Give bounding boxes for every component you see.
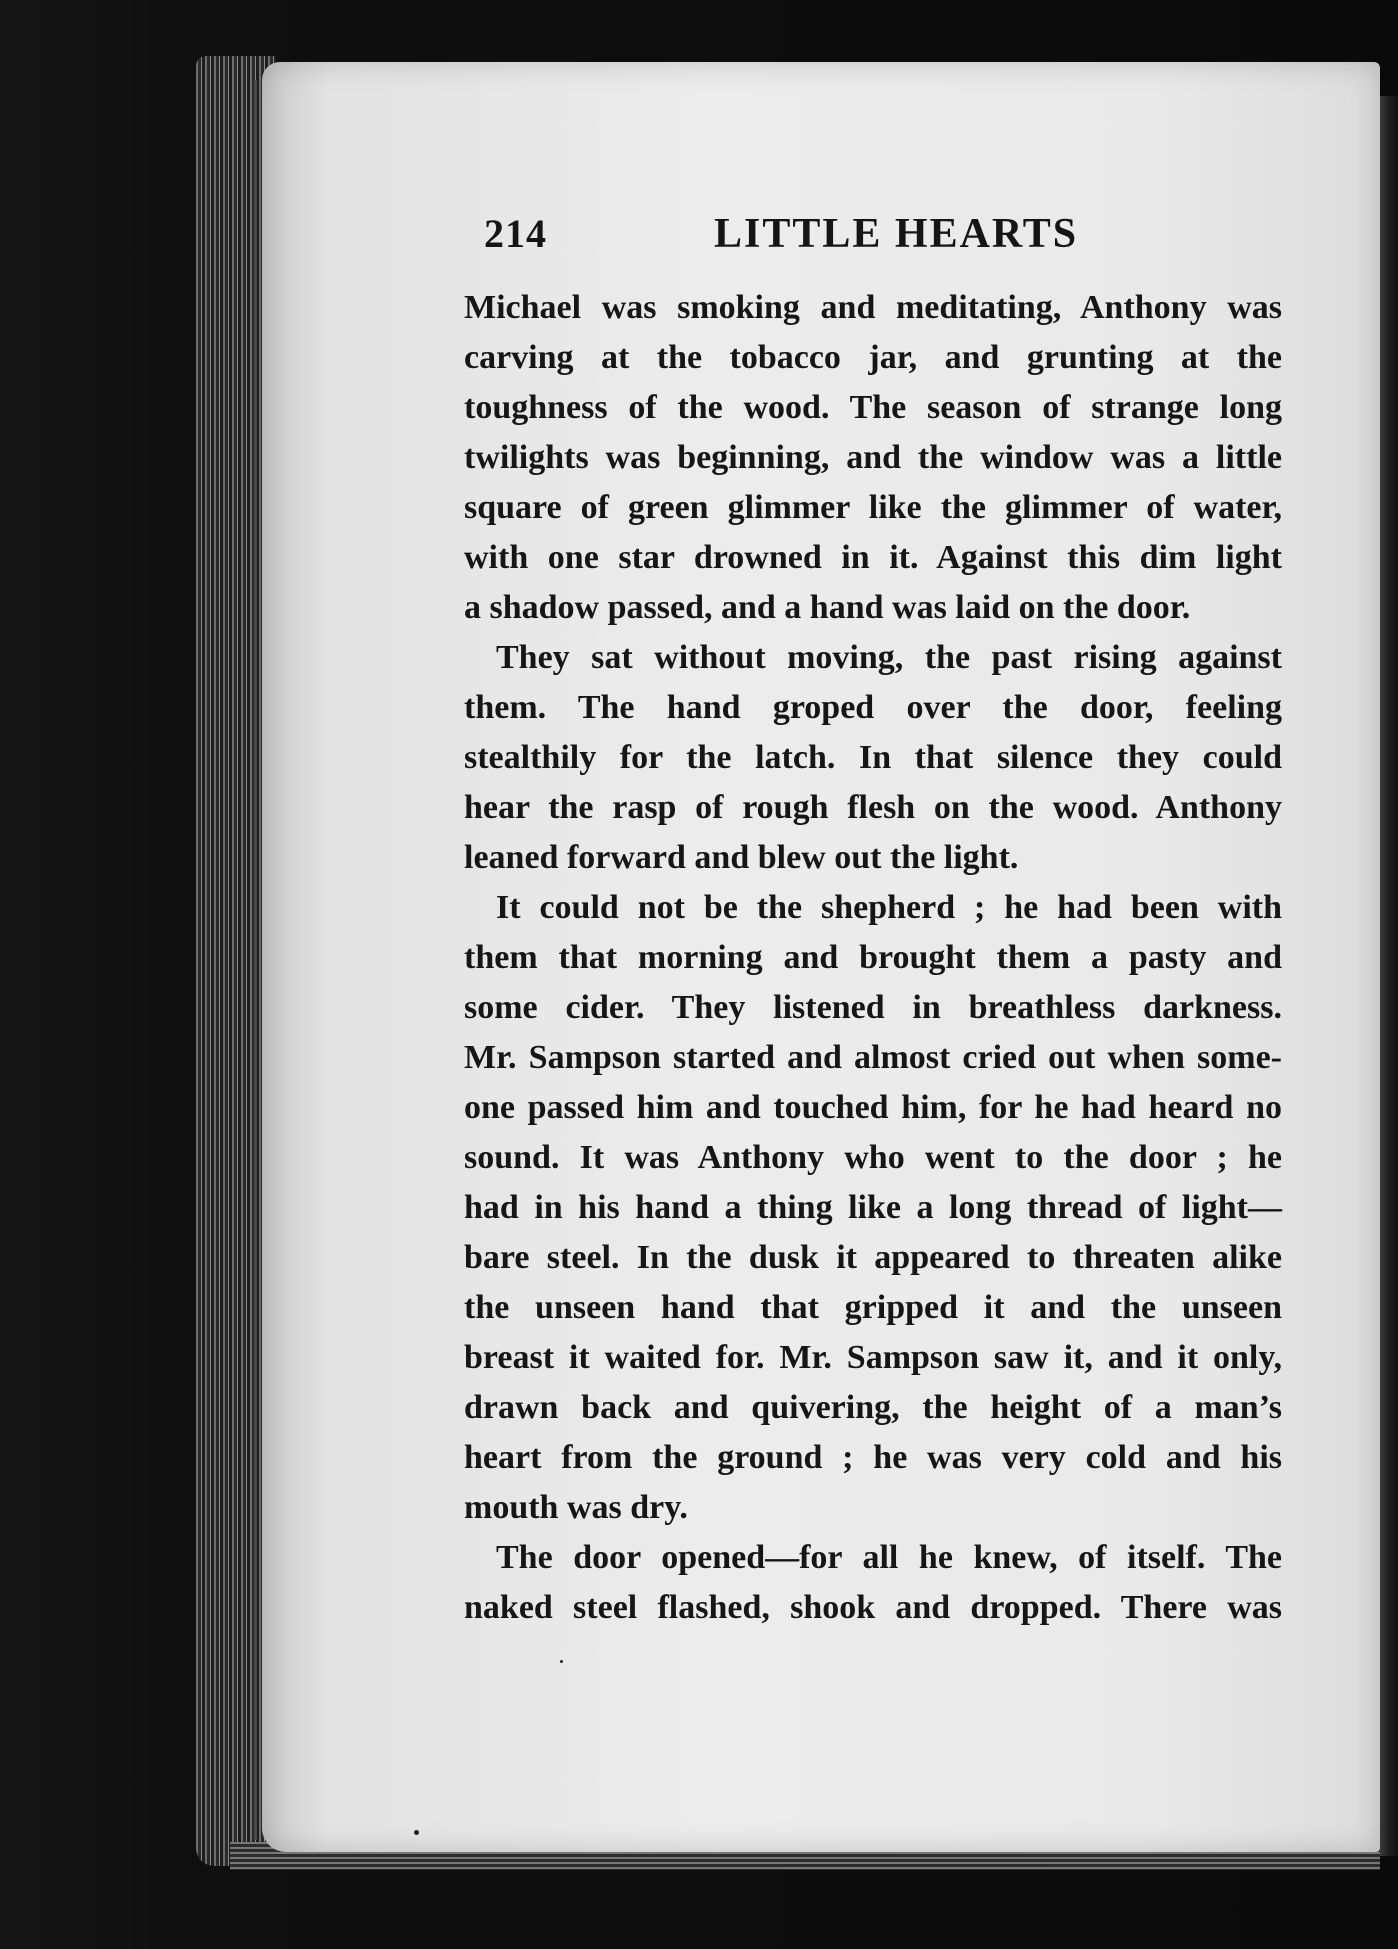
text-line: hear the rasp of rough flesh on the wood. Anthony — [464, 789, 1282, 826]
text-line: one passed him and touched him, for he had heard no — [464, 1089, 1282, 1126]
text-line: the unseen hand that gripped it and the unseen — [464, 1289, 1282, 1326]
text-line: had in his hand a thing like a long thread of light— — [464, 1189, 1282, 1226]
running-title: LITTLE HEARTS — [714, 211, 1079, 257]
text-line: Mr. Sampson started and almost cried out when some- — [464, 1039, 1282, 1076]
text-line: stealthily for the latch. In that silence they could — [464, 739, 1282, 776]
text-line: sound. It was Anthony who went to the door ; he — [464, 1139, 1282, 1176]
text-line: The door opened—for all he knew, of itself. The — [496, 1539, 1282, 1576]
text-line: They sat without moving, the past rising against — [496, 639, 1282, 676]
page-body-text — [464, 283, 1282, 1633]
binding-line — [254, 80, 257, 1840]
text-line: them. The hand groped over the door, feeling — [464, 689, 1282, 726]
text-line: square of green glimmer like the glimmer of water, — [464, 489, 1282, 526]
text-line: Michael was smoking and meditating, Anthony was — [464, 289, 1282, 326]
text-line: naked steel flashed, shook and dropped. There was — [464, 1589, 1282, 1626]
text-line: mouth was dry. — [464, 1489, 688, 1526]
text-line: some cider. They listened in breathless darkness. — [464, 989, 1282, 1026]
scan-speck — [560, 1660, 563, 1663]
scan-speck — [414, 1830, 419, 1835]
page-header — [484, 210, 1264, 270]
text-line: them that morning and brought them a pasty and — [464, 939, 1282, 976]
text-line: with one star drowned in it. Against this dim light — [464, 539, 1282, 576]
text-line: drawn back and quivering, the height of a man’s — [464, 1389, 1282, 1426]
text-line: heart from the ground ; he was very cold and his — [464, 1439, 1282, 1476]
text-line: breast it waited for. Mr. Sampson saw it, and it only, — [464, 1339, 1282, 1376]
text-line: twilights was beginning, and the window was a little — [464, 439, 1282, 476]
text-line: toughness of the wood. The season of strange long — [464, 389, 1282, 426]
text-line: leaned forward and blew out the light. — [464, 839, 1019, 876]
text-line: carving at the tobacco jar, and grunting at the — [464, 339, 1282, 376]
page-number: 214 — [484, 211, 547, 256]
text-line: bare steel. In the dusk it appeared to threaten alike — [464, 1239, 1282, 1276]
text-line: It could not be the shepherd ; he had been with — [496, 889, 1282, 926]
text-line: a shadow passed, and a hand was laid on the door. — [464, 589, 1191, 626]
